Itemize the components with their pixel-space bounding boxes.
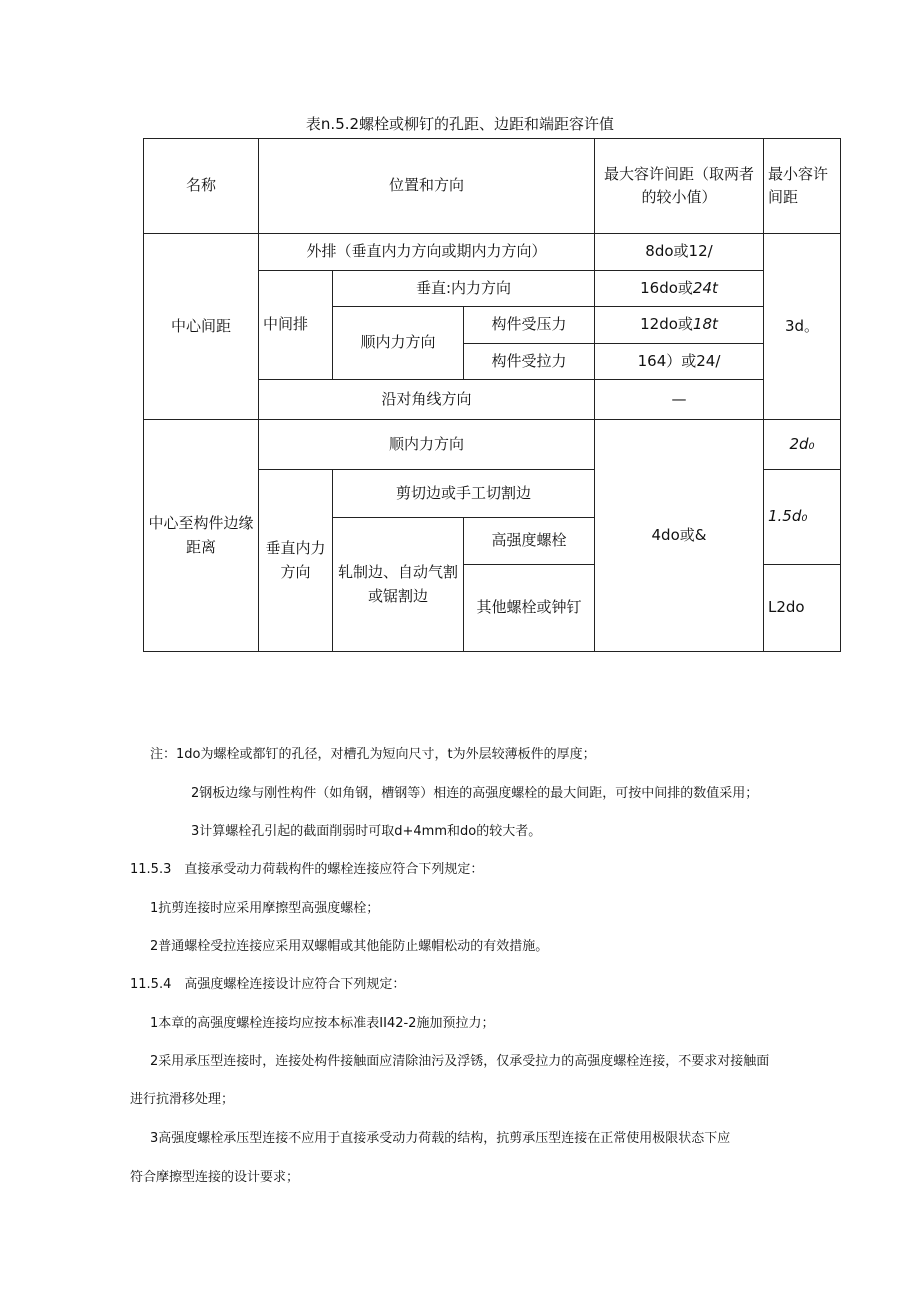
perp-force-max: 16do或24t bbox=[595, 271, 764, 307]
header-position: 位置和方向 bbox=[259, 139, 595, 234]
spacing-table bbox=[143, 138, 841, 652]
center-spacing-label: 中心间距 bbox=[144, 234, 259, 420]
header-max: 最大容许间距（取两者的较小值） bbox=[595, 139, 764, 234]
section-item: 2采用承压型连接时，连接处构件接触面应清除油污及浮锈，仅承受拉力的高强度螺栓连接，不要求对接触面 bbox=[150, 1054, 770, 1069]
section-item: 1本章的高强度螺栓连接均应按本标准表II42-2施加预拉力； bbox=[150, 1016, 495, 1031]
edge-along-min: 2d₀ bbox=[764, 420, 841, 470]
header-min: 最小容许间距 bbox=[764, 139, 841, 234]
shear-edge-min: 1.5d₀ bbox=[764, 470, 841, 565]
diagonal-max: — bbox=[595, 380, 764, 420]
tension-label: 构件受拉力 bbox=[464, 344, 595, 380]
section-item: 1抗剪连接时应采用摩擦型高强度螺栓； bbox=[150, 901, 380, 916]
outer-row-label: 外排（垂直内力方向或期内力方向） bbox=[259, 234, 595, 271]
high-strength-bolt-label: 高强度螺栓 bbox=[464, 518, 595, 565]
center-spacing-min: 3d。 bbox=[764, 234, 841, 420]
section-item: 3高强度螺栓承压型连接不应用于直接承受动力荷载的结构，抗剪承压型连接在正常使用极限状态下应 bbox=[150, 1131, 731, 1146]
section-item-continued: 符合摩擦型连接的设计要求； bbox=[130, 1170, 300, 1185]
compression-label: 构件受压力 bbox=[464, 307, 595, 344]
compression-max: 12do或18t bbox=[595, 307, 764, 344]
edge-max: 4do或& bbox=[595, 420, 764, 652]
perp-force-label: 垂直:内力方向 bbox=[333, 271, 595, 307]
along-force-label: 顺内力方向 bbox=[333, 307, 464, 380]
shear-edge-label: 剪切边或手工切割边 bbox=[333, 470, 595, 518]
note-3: 3计算螺栓孔引起的截面削弱时可取d+4mm和do的较大者。 bbox=[191, 824, 542, 839]
middle-row-label: 中间排 bbox=[259, 271, 333, 380]
table-caption: 表n.5.2螺栓或柳钉的孔距、边距和端距容许值 bbox=[305, 115, 615, 133]
section-heading-11-5-3: 11.5.3 直接承受动力荷载构件的螺栓连接应符合下列规定： bbox=[130, 862, 484, 877]
note-2: 2钢板边缘与刚性构件（如角钢，槽钢等）相连的高强度螺栓的最大间距，可按中间排的数值采用； bbox=[191, 786, 759, 801]
tension-max: 164）或24/ bbox=[595, 344, 764, 380]
diagonal-label: 沿对角线方向 bbox=[259, 380, 595, 420]
note-1: 注：1do为螺栓或都钉的孔径，对槽孔为短向尺寸，t为外层较薄板件的厚度； bbox=[150, 747, 596, 762]
section-heading-11-5-4: 11.5.4 高强度螺栓连接设计应符合下列规定： bbox=[130, 977, 406, 992]
edge-distance-label: 中心至构件边缘距离 bbox=[144, 420, 259, 652]
other-bolt-min: L2do bbox=[764, 565, 841, 652]
section-item: 2普通螺栓受拉连接应采用双螺帽或其他能防止螺帽松动的有效措施。 bbox=[150, 939, 549, 954]
other-bolt-label: 其他螺栓或钟钉 bbox=[464, 565, 595, 652]
edge-perp-label: 垂直内力方向 bbox=[259, 470, 333, 652]
header-name: 名称 bbox=[144, 139, 259, 234]
section-item-continued: 进行抗滑移处理； bbox=[130, 1092, 235, 1107]
rolled-edge-label: 轧制边、自动气割或锯割边 bbox=[333, 518, 464, 652]
outer-row-max: 8do或12/ bbox=[595, 234, 764, 271]
edge-along-label: 顺内力方向 bbox=[259, 420, 595, 470]
